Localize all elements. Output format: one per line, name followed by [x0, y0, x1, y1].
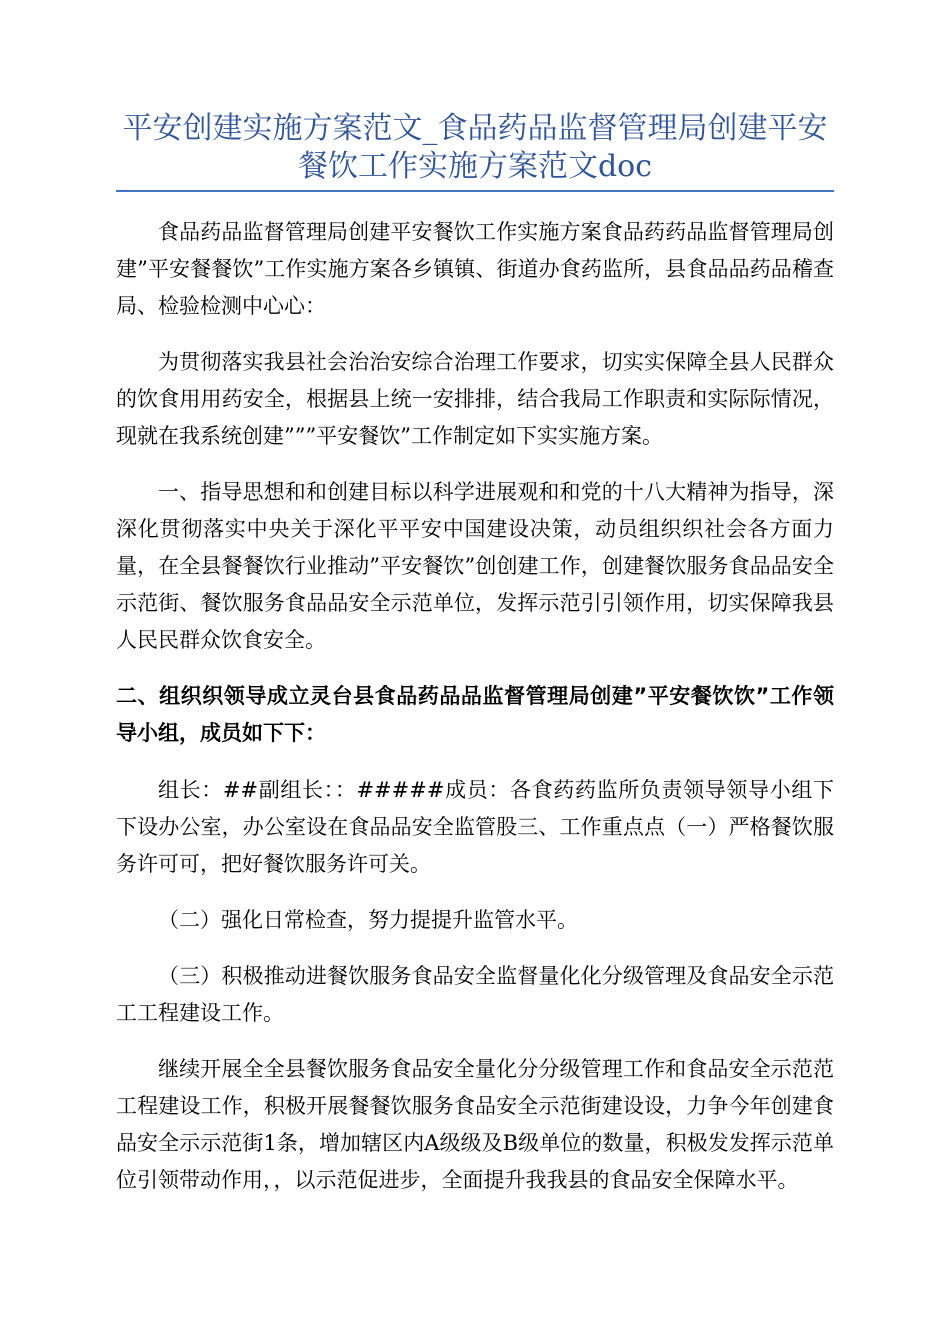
paragraph-intro: 食品药品监督管理局创建平安餐饮工作实施方案食品药药品监督管理局创建”平安餐餐饮”工作实施方案各乡镇镇、街道办食药监所，县食品品药品稽查局、检验检测中心心： — [116, 220, 834, 318]
document-title: 平安创建实施方案范文_食品药品监督管理局创建平安餐饮工作实施方案范文doc — [122, 111, 828, 184]
title-underline — [116, 190, 834, 192]
document-page — [116, 110, 834, 1218]
paragraph-members: 组长：##副组长：：#####成员：各食药药监所负责领导领导小组下下设办公室，办公室设在食品品安全监管股三、工作重点点（一）严格餐饮服务许可可，把好餐饮服务许可关。 — [116, 778, 834, 876]
section-heading-2: 二、组织织领导成立灵台县食品药品品监督管理局创建”平安餐饮饮”工作领导小组，成员如下下： — [116, 684, 834, 745]
paragraph-continue: 继续开展全全县餐饮服务食品安全量化分分级管理工作和食品安全示范范工程建设工作，积极开展餐餐饮服务食品安全示范街建设设，力争今年创建食品安全示示范街1条，增加辖区内A级级及B级单位的数量，积极发发挥示范单位引领带动作用，，以示范促进步，全面提升我我县的食品安全保障水平。 — [116, 1057, 834, 1192]
paragraph-purpose: 为贯彻落实我县社会治治安综合治理工作要求，切实实保障全县人民群众的饮食用用药安全，根据县上统一安排排，结合我局工作职责和实际际情况，现就在我系统创建”””平安餐饮”工作制定如下实实施方案。 — [116, 350, 834, 448]
paragraph-item-3: （三）积极推动进餐饮服务食品安全监督量化化分级管理及食品安全示范工工程建设工作。 — [116, 964, 834, 1025]
paragraph-section-1: 一、指导思想和和创建目标以科学进展观和和党的十八大精神为指导，深深化贯彻落实中央关于深化平平安中国建设决策，动员组织织社会各方面力量，在全县餐餐饮行业推动”平安餐饮”创创建工作，创建餐饮服务食品品安全示范街、餐饮服务食品品安全示范单位，发挥示范引引领作用，切实保障我县人民民群众饮食安全。 — [116, 480, 834, 652]
paragraph-item-2: （二）强化日常检查，努力提提升监管水平。 — [158, 908, 578, 932]
